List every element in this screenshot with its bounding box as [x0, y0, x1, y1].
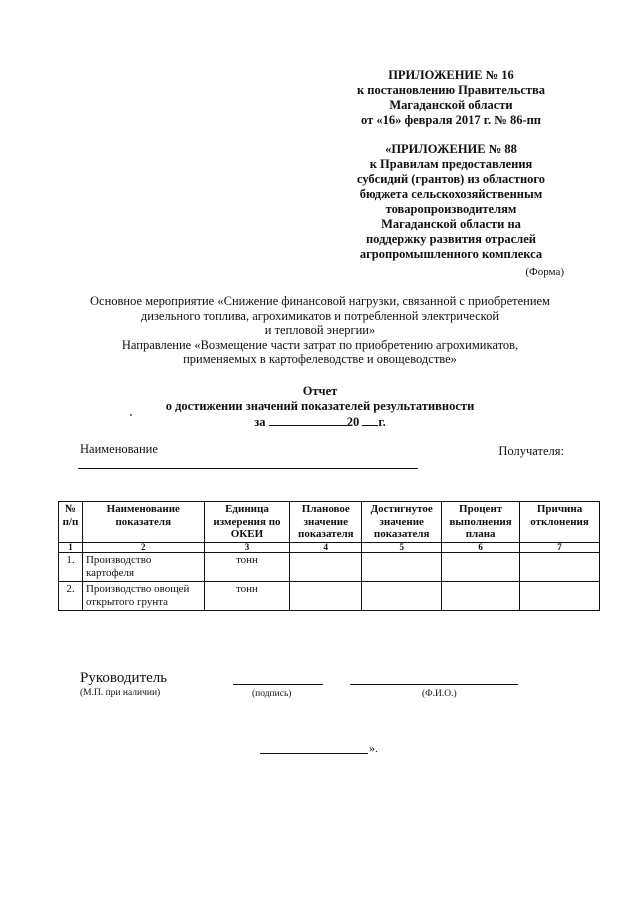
measure-line: Основное мероприятие «Снижение финансовой нагрузки, связанной с приобретением: [90, 294, 550, 308]
appendix-16-line: от «16» февраля 2017 г. № 86-пп: [360, 113, 542, 127]
row-number: 2.: [59, 582, 83, 611]
table-row: [59, 553, 600, 582]
scan-speck: [130, 414, 132, 416]
header-cell: Плановое значение показателя: [290, 502, 362, 543]
fio-line: [350, 684, 518, 685]
measure-line: и тепловой энергии»: [264, 323, 376, 337]
measure-line: дизельного топлива, агрохимикатов и потребленной электрической: [140, 308, 500, 323]
column-number: 2: [82, 543, 204, 553]
column-number: 4: [290, 543, 362, 553]
planned-value-cell: [290, 582, 362, 611]
header-cell: № п/п: [59, 502, 83, 543]
report-subtitle: о достижении значений показателей результативности: [165, 399, 475, 413]
row-number: 1.: [59, 553, 83, 582]
appendix-88-line: бюджета сельскохозяйственным: [359, 187, 543, 201]
column-number-row: [59, 543, 600, 553]
measure-description: [60, 294, 580, 367]
stamp-caption: (М.П. при наличии): [80, 688, 161, 698]
header-cell: Единица измерения по ОКЕИ: [204, 502, 290, 543]
unit-cell: тонн: [204, 553, 290, 582]
achieved-value-cell: [362, 582, 442, 611]
form-label: (Форма): [525, 266, 564, 278]
appendix-88-line: субсидий (грантов) из областного: [356, 172, 546, 186]
appendix-16-block: [340, 68, 562, 128]
appendix-88-block: [340, 142, 562, 262]
appendix-16-title: ПРИЛОЖЕНИЕ № 16: [388, 68, 514, 82]
column-number: 1: [59, 543, 83, 553]
period-blank: [269, 414, 347, 426]
table-row: [59, 582, 600, 611]
unit-cell: тонн: [204, 582, 290, 611]
header-cell: Процент выполнения плана: [442, 502, 520, 543]
period-year-prefix: 20: [346, 415, 360, 429]
appendix-16-line: Магаданской области: [389, 98, 513, 112]
appendix-88-title: «ПРИЛОЖЕНИЕ № 88: [385, 142, 517, 156]
appendix-88-line: Магаданской области на: [381, 217, 521, 231]
recipient-label: Получателя:: [498, 444, 564, 458]
report-title-block: [150, 384, 490, 430]
column-number: 7: [520, 543, 600, 553]
direction-line: применяемых в картофелеводстве и овощеводстве»: [183, 352, 457, 366]
date-line: [260, 753, 368, 754]
indicator-name: Производство овощей открытого грунта: [82, 582, 204, 611]
percent-cell: [442, 553, 520, 582]
achieved-value-cell: [362, 553, 442, 582]
percent-cell: [442, 582, 520, 611]
header-cell: Причина отклонения: [520, 502, 600, 543]
appendix-88-line: агропромышленного комплекса: [359, 247, 543, 261]
appendix-16-line: к постановлению Правительства: [356, 83, 546, 97]
name-underline: [78, 468, 418, 469]
indicators-table: [58, 501, 600, 611]
report-title: Отчет: [302, 384, 338, 398]
signature-line: [233, 684, 323, 685]
column-number: 5: [362, 543, 442, 553]
header-cell: Наименование показателя: [82, 502, 204, 543]
fio-caption: (Ф.И.О.): [422, 689, 457, 699]
period-za: за: [254, 415, 266, 429]
reason-cell: [520, 553, 600, 582]
column-number: 3: [204, 543, 290, 553]
appendix-88-line: к Правилам предоставления: [369, 157, 533, 171]
indicator-name: Производство картофеля: [82, 553, 204, 582]
appendix-88-line: поддержку развития отраслей: [365, 232, 536, 246]
table-header-row: [59, 502, 600, 543]
year-blank: [362, 414, 378, 426]
name-label: Наименование: [80, 442, 158, 456]
appendix-88-line: товаропроизводителям: [385, 202, 517, 216]
signature-caption: (подпись): [252, 689, 292, 699]
reason-cell: [520, 582, 600, 611]
closing-quote: ».: [369, 741, 378, 755]
direction-line: Направление «Возмещение части затрат по приобретению агрохимикатов,: [121, 337, 519, 352]
header-cell: Достигнутое значение показателя: [362, 502, 442, 543]
report-period: [150, 414, 490, 430]
planned-value-cell: [290, 553, 362, 582]
column-number: 6: [442, 543, 520, 553]
head-label: Руководитель: [80, 670, 168, 686]
period-year-suffix: г.: [378, 415, 386, 429]
